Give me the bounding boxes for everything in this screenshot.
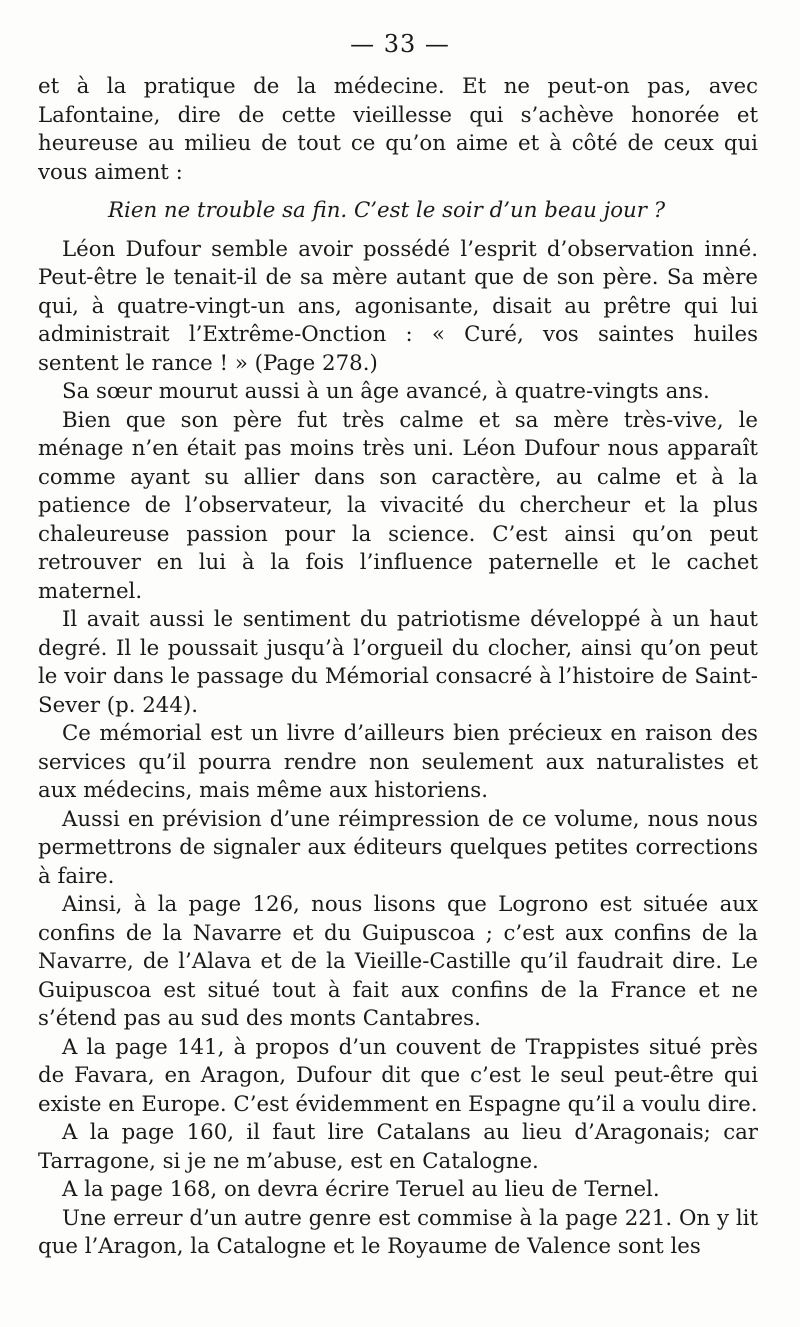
- paragraph: Ainsi, à la page 126, nous lisons que Logrono est située aux confins de la Navarre et du Guipuscoa ; c’est aux confins de la Navarre, de l’Alava et de la Vieille-Castille qu’il faudrait dire. Le Guipuscoa est situé tout à fait aux confins de la France et ne s’étend pas au sud des monts Cantabres.: [38, 892, 758, 1031]
- paragraph: Bien que son père fut très calme et sa mère très-vive, le ménage n’en était pas moins très uni. Léon Dufour nous apparaît comme ayant su allier dans son caractère, au calme et à la patience de l’observateur, la vivacité du chercheur et la plus chaleureuse passion pour la science. C’est ainsi qu’on peut retrouver en lui à la fois l’influence paternelle et le cachet maternel.: [38, 407, 758, 604]
- paragraph: A la page 141, à propos d’un couvent de Trappistes situé près de Favara, en Aragon, Dufour dit que c’est le seul peut-être qui existe en Europe. C’est évidemment en Espagne qu’il a voulu dire.: [38, 1034, 758, 1117]
- body-text: [38, 73, 758, 1262]
- verse-quote: Rien ne trouble sa fin. C’est le soir d’un beau jour ?: [108, 198, 666, 223]
- paragraph: Une erreur d’un autre genre est commise à la page 221. On y lit que l’Aragon, la Catalogne et le Royaume de Valence sont les: [38, 1205, 758, 1259]
- paragraph: A la page 160, il faut lire Catalans au lieu d’Aragonais; car Tarragone, si je ne m’abuse, est en Catalogne.: [38, 1120, 758, 1174]
- paragraph: Léon Dufour semble avoir possédé l’esprit d’observation inné. Peut-être le tenait-il de sa mère autant que de son père. Sa mère qui, à quatre-vingt-un ans, agonisante, disait au prêtre qui lui administrait l’Extrême-Onction : « Curé, vos saintes huiles sentent le rance ! » (Page 278.): [38, 236, 758, 376]
- page-number: — 33 —: [350, 30, 450, 58]
- paragraph: Ce mémorial est un livre d’ailleurs bien précieux en raison des services qu’il pourra rendre non seulement aux naturalistes et aux médecins, mais même aux historiens.: [38, 721, 758, 803]
- paragraph: Il avait aussi le sentiment du patriotisme développé à un haut degré. Il le poussait jusqu’à l’orgueil du clocher, ainsi qu’on peut le voir dans le passage du Mémorial consacré à l’histoire de Saint-Sever (p. 244).: [38, 607, 758, 718]
- paragraph-continuation: et à la pratique de la médecine. Et ne peut-on pas, avec Lafontaine, dire de cette vieillesse qui s’achève honorée et heureuse au milieu de tout ce qu’on aime et à côté de ceux qui vous aiment :: [38, 74, 758, 185]
- paragraph: Aussi en prévision d’une réimpression de ce volume, nous nous permettrons de signaler aux éditeurs quelques petites corrections à faire.: [38, 806, 758, 889]
- paragraph: A la page 168, on devra écrire Teruel au lieu de Ternel.: [62, 1177, 660, 1202]
- paragraph: Sa sœur mourut aussi à un âge avancé, à quatre-vingts ans.: [62, 379, 710, 404]
